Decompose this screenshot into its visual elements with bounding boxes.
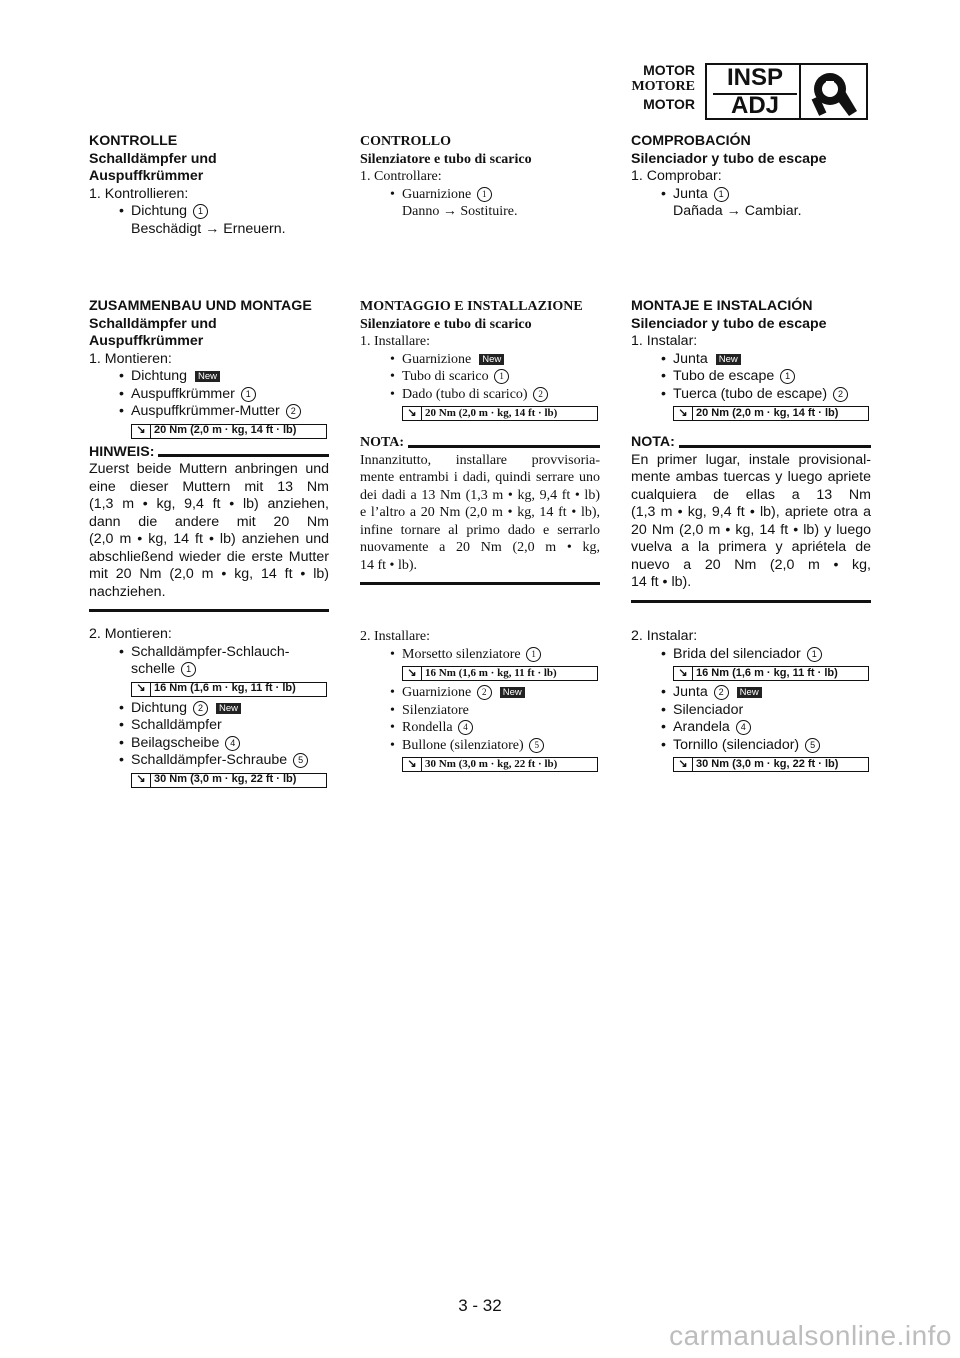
it-s2-step: 1. Installare: — [360, 334, 430, 349]
it-s2-sub: Silenziatore e tubo di scarico — [360, 316, 532, 332]
de-s1-step: 1. Kontrollieren: — [89, 185, 189, 202]
es-s3-item1: • Brida del silenciador 1 — [631, 646, 871, 664]
de-note-line: dann die andere mit 20 Nm — [89, 513, 329, 530]
torque-spec: ↘ 20 Nm (2,0 m · kg, 14 ft · lb) — [131, 424, 327, 439]
torque-wrench-icon: ↘ — [132, 683, 151, 696]
it-s3-item4: • Rondella 4 — [360, 719, 600, 737]
de-s2-title: ZUSAMMENBAU UND MONTAGE — [89, 298, 312, 314]
de-s2-sub2: Auspuffkrümmer — [89, 333, 204, 349]
new-tag: New — [500, 687, 525, 698]
it-s2-item2: • Tubo di scarico 1 — [360, 368, 600, 386]
it-s2-title: MONTAGGIO E INSTALLAZIONE — [360, 299, 583, 314]
it-note-line: nuovamente a 20 Nm (2,0 m • kg, — [360, 540, 600, 555]
de-s1-title: KONTROLLE — [89, 133, 178, 149]
es-s2-item2: • Tubo de escape 1 — [631, 368, 871, 386]
callout-number: 2 — [714, 685, 729, 700]
de-note-line: mit 20 Nm (2,0 m • kg, 14 ft • lb) — [89, 566, 329, 582]
callout-number: 1 — [477, 187, 492, 202]
it-note-line: dei dadi a 13 Nm (1,3 m • kg, 9,4 ft • lb) — [360, 487, 600, 503]
es-note-line: cualquiera de ellas a 13 Nm — [631, 486, 871, 503]
column-german-assembly — [89, 298, 329, 612]
torque-spec: ↘ 16 Nm (1,6 m · kg, 11 ft · lb) — [402, 666, 598, 681]
de-note-line: (1,3 m • kg, 9,4 ft • lb) anziehen, — [89, 496, 329, 512]
es-s2-item3: • Tuerca (tubo de escape) 2 — [631, 386, 871, 404]
de-s1-sub2: Auspuffkrümmer — [89, 168, 204, 184]
it-note-line: e l’altro a 20 Nm (2,0 m • kg, 14 ft • lb), — [360, 505, 600, 520]
column-spanish-step2 — [631, 628, 871, 775]
new-tag: New — [716, 354, 741, 365]
column-spanish — [631, 133, 871, 221]
page-number: 3 - 32 — [458, 1296, 502, 1315]
es-s2-title: MONTAJE E INSTALACIÓN — [631, 298, 813, 314]
it-s1-step: 1. Controllare: — [360, 169, 442, 184]
de-s2-item3: • Auspuffkrümmer-Mutter 2 — [89, 403, 329, 421]
new-tag: New — [737, 687, 762, 698]
callout-number: 5 — [529, 738, 544, 753]
callout-number: 1 — [526, 647, 541, 662]
de-s3-step: 2. Montieren: — [89, 626, 172, 642]
column-italian-assembly — [360, 298, 600, 585]
torque-spec: ↘ 30 Nm (3,0 m · kg, 22 ft · lb) — [131, 773, 327, 788]
callout-number: 1 — [807, 647, 822, 662]
it-s3-item1: • Morsetto silenziatore 1 — [360, 646, 600, 664]
column-italian — [360, 133, 600, 221]
it-note-line: mente entrambi i dadi, quindi serrare uno — [360, 470, 600, 485]
torque-wrench-icon: ↘ — [403, 667, 422, 680]
es-note-line: 14 ft • lb). — [631, 574, 692, 590]
it-note-line: 14 ft • lb). — [360, 557, 418, 573]
es-s2-item1: • Junta New — [631, 351, 871, 369]
torque-wrench-icon: ↘ — [403, 758, 422, 771]
it-s3-item2: • Guarnizione 2 New — [360, 684, 600, 702]
es-s1-item: • Junta 1 — [631, 186, 871, 204]
it-s1-result: Danno → Sostituire. — [402, 204, 518, 219]
es-note-line: nuevo a 20 Nm (2,0 m • kg, — [631, 556, 871, 573]
callout-number: 1 — [714, 187, 729, 202]
de-s2-item1: • Dichtung New — [89, 368, 329, 386]
it-note-line: infine tornare al primo dado e serrarlo — [360, 522, 600, 538]
new-tag: New — [195, 371, 220, 382]
column-italian-step2 — [360, 628, 600, 775]
badge-insp: INSP — [726, 64, 783, 91]
callout-number: 2 — [533, 387, 548, 402]
it-s3-item3: • Silenziatore — [390, 702, 469, 718]
callout-number: 2 — [193, 701, 208, 716]
es-s1-sub: Silenciador y tubo de escape — [631, 150, 827, 167]
note-end-rule — [631, 600, 871, 603]
de-s1-sub1: Schalldämpfer und — [89, 150, 217, 167]
callout-number: 1 — [193, 204, 208, 219]
es-s3-item2: • Junta 2 New — [631, 684, 871, 702]
it-note-line: Innanzitutto, installare provvisoria- — [360, 452, 600, 468]
torque-spec: ↘ 16 Nm (1,6 m · kg, 11 ft · lb) — [673, 666, 869, 681]
column-german — [89, 133, 329, 238]
callout-number: 4 — [225, 736, 240, 751]
callout-number: 1 — [780, 369, 795, 384]
es-note-head: NOTA: — [631, 434, 871, 452]
callout-number: 4 — [458, 720, 473, 735]
torque-wrench-icon: ↘ — [132, 774, 151, 787]
es-s3-item5: • Tornillo (silenciador) 5 — [631, 737, 871, 755]
new-tag: New — [216, 703, 241, 714]
callout-number: 4 — [736, 720, 751, 735]
watermark: carmanualsonline.info — [669, 1320, 952, 1351]
es-s2-step: 1. Instalar: — [631, 333, 698, 349]
callout-number: 2 — [477, 685, 492, 700]
de-s2-item2: • Auspuffkrümmer 1 — [89, 386, 329, 404]
de-s1-item: • Dichtung 1 — [89, 203, 329, 221]
de-note-line: Zuerst beide Muttern anbringen und — [89, 461, 329, 477]
torque-spec: ↘ 30 Nm (3,0 m · kg, 22 ft · lb) — [673, 757, 869, 772]
es-s3-item3: • Silenciador — [661, 701, 744, 718]
callout-number: 1 — [181, 662, 196, 677]
badge-adj: ADJ — [730, 92, 779, 119]
de-s2-step: 1. Montieren: — [89, 350, 172, 367]
it-s1-title: CONTROLLO — [360, 134, 452, 149]
callout-number: 2 — [833, 387, 848, 402]
it-s2-item1: • Guarnizione New — [360, 351, 600, 369]
torque-spec: ↘ 20 Nm (2,0 m · kg, 14 ft · lb) — [402, 406, 598, 421]
it-s1-item: • Guarnizione 1 — [360, 186, 600, 204]
torque-wrench-icon: ↘ — [674, 407, 693, 420]
de-note-head: HINWEIS: — [89, 444, 329, 462]
callout-number: 2 — [286, 404, 301, 419]
es-note-line: mente ambas tuercas y luego apriete — [631, 469, 871, 485]
de-s2-sub1: Schalldämpfer und — [89, 315, 217, 332]
it-s3-item5: • Bullone (silenziatore) 5 — [360, 737, 600, 755]
torque-wrench-icon: ↘ — [674, 758, 693, 771]
torque-spec: ↘ 20 Nm (2,0 m · kg, 14 ft · lb) — [673, 406, 869, 421]
torque-wrench-icon: ↘ — [403, 407, 422, 420]
it-s2-item3: • Dado (tubo di scarico) 2 — [360, 386, 600, 404]
de-s3-item5: • Schalldämpfer-Schraube 5 — [89, 752, 329, 770]
es-s1-result: Dañada → Cambiar. — [673, 203, 802, 219]
es-note-line: En primer lugar, instale provisional- — [631, 451, 871, 468]
header-motor-es: MOTOR — [643, 96, 695, 112]
es-s3-item4: • Arandela 4 — [631, 719, 871, 737]
wrench-icon — [805, 67, 863, 117]
de-s3-item2: • Dichtung 2 New — [89, 700, 329, 718]
de-s3-item4: • Beilagscheibe 4 — [89, 735, 329, 753]
es-s1-title: COMPROBACIÓN — [631, 133, 751, 149]
note-end-rule — [360, 582, 600, 585]
de-s3-item3: • Schalldämpfer — [119, 717, 222, 733]
es-s1-step: 1. Comprobar: — [631, 168, 722, 184]
new-tag: New — [479, 354, 504, 365]
torque-wrench-icon: ↘ — [674, 667, 693, 680]
de-note-line: (2,0 m • kg, 14 ft • lb) anziehen und — [89, 531, 329, 547]
callout-number: 1 — [494, 369, 509, 384]
de-note-line: nachziehen. — [89, 583, 166, 600]
column-spanish-assembly — [631, 298, 871, 603]
it-s3-step: 2. Installare: — [360, 629, 430, 644]
torque-spec: ↘ 30 Nm (3,0 m · kg, 22 ft · lb) — [402, 757, 598, 772]
torque-wrench-icon: ↘ — [132, 425, 151, 438]
de-note-line: abschließend wieder die erste Mutter — [89, 548, 329, 565]
es-s3-step: 2. Instalar: — [631, 628, 698, 644]
es-note-line: (1,3 m • kg, 9,4 ft • lb), apriete otra a — [631, 504, 871, 520]
de-s3-item1: • Schalldämpfer-Schlauch- — [119, 643, 290, 660]
de-s3-item1b: schelle 1 — [89, 661, 329, 679]
de-note-line: eine dieser Muttern mit 13 Nm — [89, 478, 329, 495]
es-s2-sub: Silenciador y tubo de escape — [631, 315, 827, 332]
insp-adj-badge — [705, 63, 868, 120]
column-german-step2 — [89, 626, 329, 791]
es-note-line: 20 Nm (2,0 m • kg, 14 ft • lb) y luego — [631, 521, 871, 538]
de-s1-result: Beschädigt → Erneuern. — [131, 220, 286, 237]
badge-separator — [799, 65, 801, 118]
header-motore-it: MOTORE — [631, 79, 695, 94]
callout-number: 5 — [805, 738, 820, 753]
callout-number: 1 — [241, 387, 256, 402]
callout-number: 5 — [293, 753, 308, 768]
es-note-line: vuelva a la primera y apriételа de — [631, 539, 871, 555]
header-motor-de: MOTOR — [643, 62, 695, 78]
note-end-rule — [89, 609, 329, 612]
it-note-head: NOTA: — [360, 434, 600, 452]
it-s1-sub: Silenziatore e tubo di scarico — [360, 151, 532, 167]
torque-spec: ↘ 16 Nm (1,6 m · kg, 11 ft · lb) — [131, 682, 327, 697]
